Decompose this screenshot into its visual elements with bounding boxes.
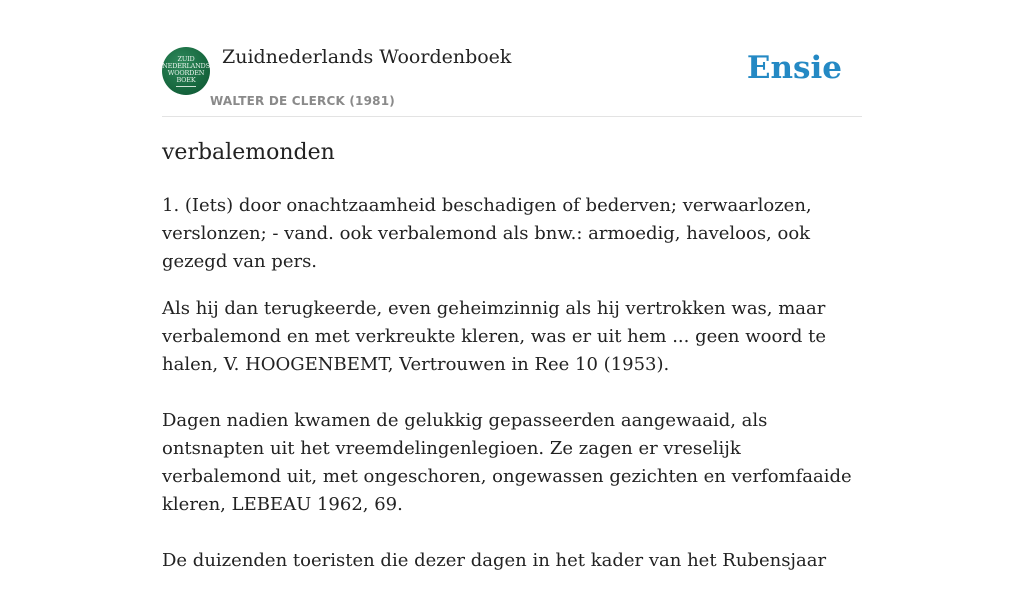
logo-text-line-2: NEDERLANDS [162,61,210,70]
logo-text-line-1: ZUID [177,54,195,63]
dictionary-author: WALTER DE CLERCK (1981) [210,94,395,108]
ensie-logo-link[interactable]: Ensie [746,50,842,86]
dictionary-title[interactable]: Zuidnederlands Woordenboek [222,46,512,68]
dictionary-logo[interactable] [162,47,210,95]
logo-text-line-3: WOORDEN [167,68,205,77]
page [162,0,862,571]
logo-text-line-4: BOEK [176,75,196,84]
entry-headword: verbalemonden [162,140,335,165]
entry-quote-1: Als hij dan terugkeerde, even geheimzinnig als hij vertrokken was, maar verbalemond en met verkreukte kleren, was er uit hem ... geen woord te halen, V. HOOGENBEMT, Vertrouwen in Ree 10 (1953). [162,298,827,375]
entry-quote-2: Dagen nadien kwamen de gelukkig gepasseerden aangewaaid, als ontsnapten uit het vreemdelingenlegioen. Ze zagen er vreselijk verbalemond uit, met ongeschoren, ongewassen gezichten en verfomfaaide kleren, LEBEAU 1962, 69. [162,410,852,515]
entry-content [162,192,862,603]
dictionary-header [162,0,862,117]
logo-rule [176,86,196,87]
entry-definition: 1. (Iets) door onachtzaamheid beschadigen of bederven; verwaarlozen, verslonzen; - vand. ook verbalemond als bnw.: armoedig, haveloos, ook gezegd van pers. [162,195,812,272]
entry-quote-3: De duizenden toeristen die dezer dagen in het kader van het Rubensjaar [162,550,827,571]
